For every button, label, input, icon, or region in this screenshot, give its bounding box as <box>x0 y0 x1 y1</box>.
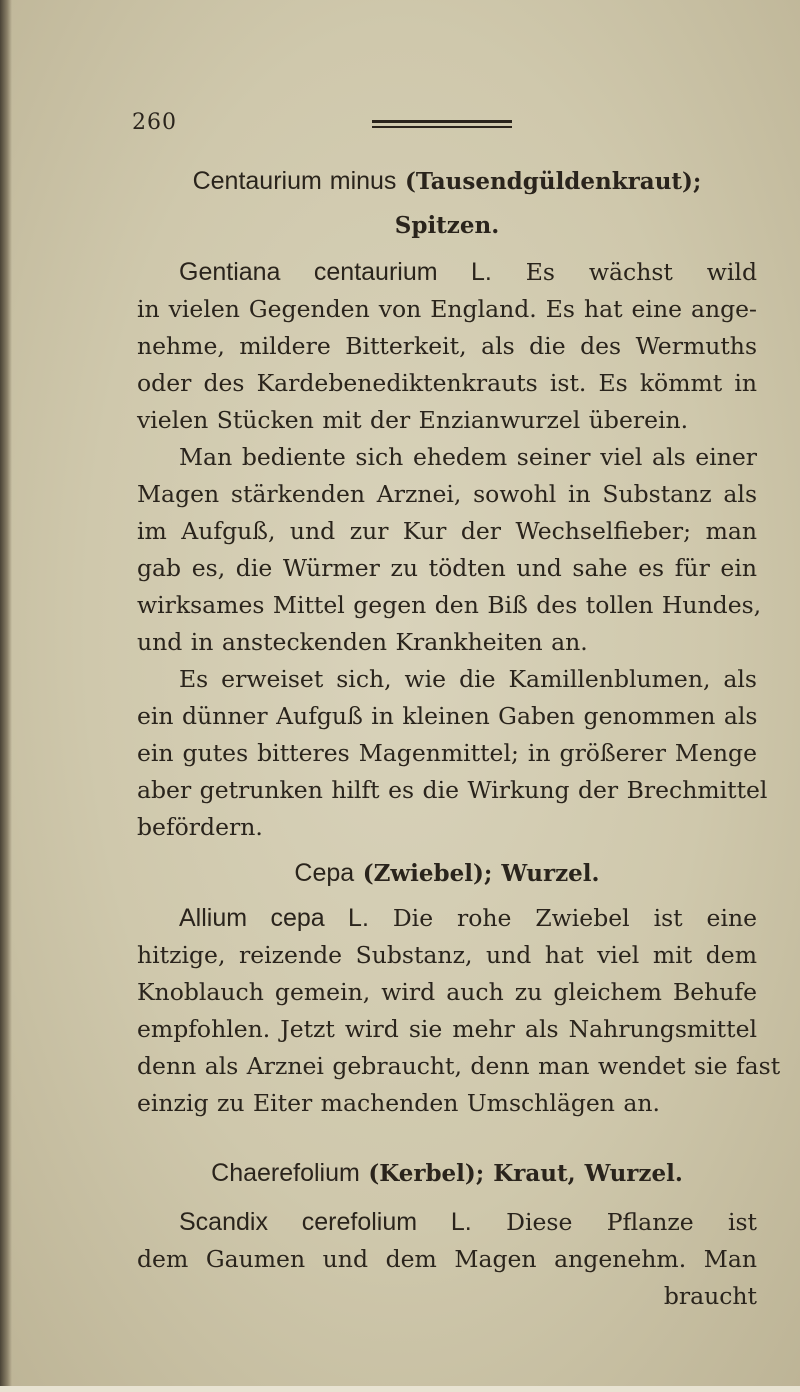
text-line: nehme, mildere Bitterkeit, als die des Wermuths <box>137 332 757 360</box>
section-heading <box>137 1150 757 1194</box>
text-line: in vielen Gegenden von England. Es hat eine ange- <box>137 295 757 323</box>
text-line <box>137 900 757 937</box>
page-number: 260 <box>132 110 177 135</box>
latin-binomial: Scandix cerefolium L. <box>179 1208 472 1236</box>
text-line: ein dünner Aufguß in kleinen Gaben genommen als <box>137 702 758 730</box>
heading-latin-name: Cepa <box>294 859 355 887</box>
heading-part-used: Spitzen. <box>394 212 500 239</box>
latin-binomial: Gentiana centaurium L. <box>179 258 492 286</box>
text-line <box>137 1204 757 1241</box>
text-line: einzig zu Eiter machenden Umschlägen an. <box>137 1089 661 1117</box>
line-text: Die rohe Zwiebel ist eine <box>368 904 757 932</box>
heading-german-name: (Zwiebel); Wurzel. <box>362 860 600 887</box>
section-cepa <box>137 850 757 894</box>
catchword: braucht <box>663 1282 757 1310</box>
text-line: ein gutes bitteres Magenmittel; in größerer Menge <box>137 739 757 767</box>
latin-binomial: Allium cepa L. <box>179 904 369 932</box>
text-line: gab es, die Würmer zu tödten und sahe es für ein <box>137 554 757 582</box>
text-line: oder des Kardebenediktenkrauts ist. Es kömmt in <box>137 369 757 397</box>
page-gutter-shadow <box>0 0 12 1392</box>
heading-german-name: (Tausendgüldenkraut); <box>404 168 702 195</box>
text-line: Man bediente sich ehedem seiner viel als einer <box>179 443 757 471</box>
heading-german-name: (Kerbel); Kraut, Wurzel. <box>368 1160 683 1187</box>
heading-latin-name: Centaurium minus <box>192 167 397 195</box>
section-chaerefolium-body <box>137 1204 757 1315</box>
section-chaerefolium <box>137 1150 757 1194</box>
text-line: wirksames Mittel gegen den Biß des tollen Hundes, <box>137 591 762 619</box>
heading-latin-name: Chaerefolium <box>211 1159 360 1187</box>
text-line: Es erweiset sich, wie die Kamillenblumen, als <box>179 665 757 693</box>
text-line: aber getrunken hilft es die Wirkung der Brechmittel <box>137 776 768 804</box>
text-line: befördern. <box>137 813 263 841</box>
text-line: hitzige, reizende Substanz, und hat viel mit dem <box>137 941 757 969</box>
page-header <box>132 108 752 144</box>
text-line: vielen Stücken mit der Enzianwurzel überein. <box>137 406 689 434</box>
text-line: im Aufguß, und zur Kur der Wechselfieber; man <box>137 517 757 545</box>
page-bottom-edge <box>0 1386 800 1392</box>
text-line: denn als Arznei gebraucht, denn man wendet sie fast <box>137 1052 781 1080</box>
text-line: Knoblauch gemein, wird auch zu gleichem Behufe <box>137 978 757 1006</box>
section-heading <box>137 850 757 894</box>
section-heading <box>137 158 757 202</box>
text-line <box>137 254 757 291</box>
header-ornament-rule <box>372 120 512 128</box>
section-centaurium-body <box>137 254 768 846</box>
section-centaurium <box>137 158 757 246</box>
text-line: dem Gaumen und dem Magen angenehm. Man <box>137 1245 757 1273</box>
text-line: empfohlen. Jetzt wird sie mehr als Nahrungsmittel <box>137 1015 757 1043</box>
text-line: und in ansteckenden Krankheiten an. <box>137 628 588 656</box>
section-cepa-body <box>137 900 781 1122</box>
line-text: Es wächst wild <box>491 258 757 286</box>
line-text: Diese Pflanze ist <box>471 1208 757 1236</box>
section-subheading <box>137 202 757 246</box>
text-line: Magen stärkenden Arznei, sowohl in Substanz als <box>137 480 757 508</box>
